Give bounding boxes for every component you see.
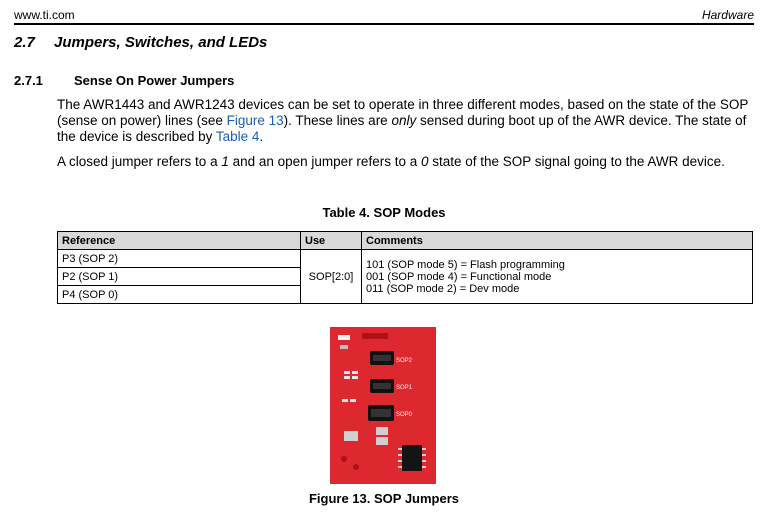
- p2-text-2: and an open jumper refers to a: [228, 154, 421, 169]
- figure-13-link[interactable]: Figure 13: [226, 113, 284, 128]
- p1-text-3: sensed during boot up of the AWR device. The state of the device is described by: [57, 113, 747, 144]
- cell-reference: P4 (SOP 0): [58, 286, 301, 304]
- board-label-sop1: SOP1: [396, 385, 413, 391]
- sop-modes-table: [57, 231, 753, 304]
- subsection-heading: [14, 73, 234, 88]
- p2-text-3: state of the SOP signal going to the AWR device.: [428, 154, 725, 169]
- p1-text-2: ). These lines are: [283, 113, 392, 128]
- header-reference: Reference: [58, 232, 301, 250]
- table-4-link[interactable]: Table 4: [215, 129, 260, 144]
- section-number: 2.7: [14, 34, 35, 51]
- section-heading: [14, 34, 267, 51]
- header-comments: Comments: [362, 232, 753, 250]
- cell-use: SOP[2:0]: [301, 250, 362, 304]
- header-section-label: Hardware: [701, 8, 754, 22]
- table-row: [58, 250, 753, 268]
- ic-chip: [402, 445, 422, 471]
- paragraph-jumper-state: [57, 154, 757, 170]
- board-label-sop2: SOP2: [396, 358, 413, 364]
- board-label-sop0: SOP0: [396, 412, 413, 418]
- header-rule: [14, 23, 754, 25]
- header-site[interactable]: www.ti.com: [14, 8, 75, 22]
- table-caption: Table 4. SOP Modes: [322, 205, 446, 220]
- paragraph-sop-modes: [57, 97, 757, 145]
- subsection-title: Sense On Power Jumpers: [74, 73, 235, 88]
- p2-emphasis-0: 0: [420, 154, 429, 169]
- p1-text-1: The AWR1443 and AWR1243 devices can be set to operate in three different modes, based on the state of the SOP (sense on power) lines (see: [57, 97, 749, 128]
- section-title: Jumpers, Switches, and LEDs: [54, 34, 268, 51]
- comment-line: 011 (SOP mode 2) = Dev mode: [366, 282, 520, 295]
- figure-caption: Figure 13. SOP Jumpers: [308, 491, 460, 506]
- cell-reference: P2 (SOP 1): [58, 268, 301, 286]
- sop-jumpers-photo: [330, 327, 436, 484]
- comment-line: 001 (SOP mode 4) = Functional mode: [366, 270, 552, 283]
- table-header-row: [58, 232, 753, 250]
- cell-comments: [362, 250, 753, 304]
- p1-emphasis: only: [391, 113, 417, 128]
- comment-line: 101 (SOP mode 5) = Flash programming: [366, 258, 565, 271]
- p2-text-1: A closed jumper refers to a: [57, 154, 222, 169]
- p2-emphasis-1: 1: [221, 154, 229, 169]
- subsection-number: 2.7.1: [14, 73, 43, 88]
- header-use: Use: [301, 232, 362, 250]
- cell-reference: P3 (SOP 2): [58, 250, 301, 268]
- p1-text-4: .: [259, 129, 264, 144]
